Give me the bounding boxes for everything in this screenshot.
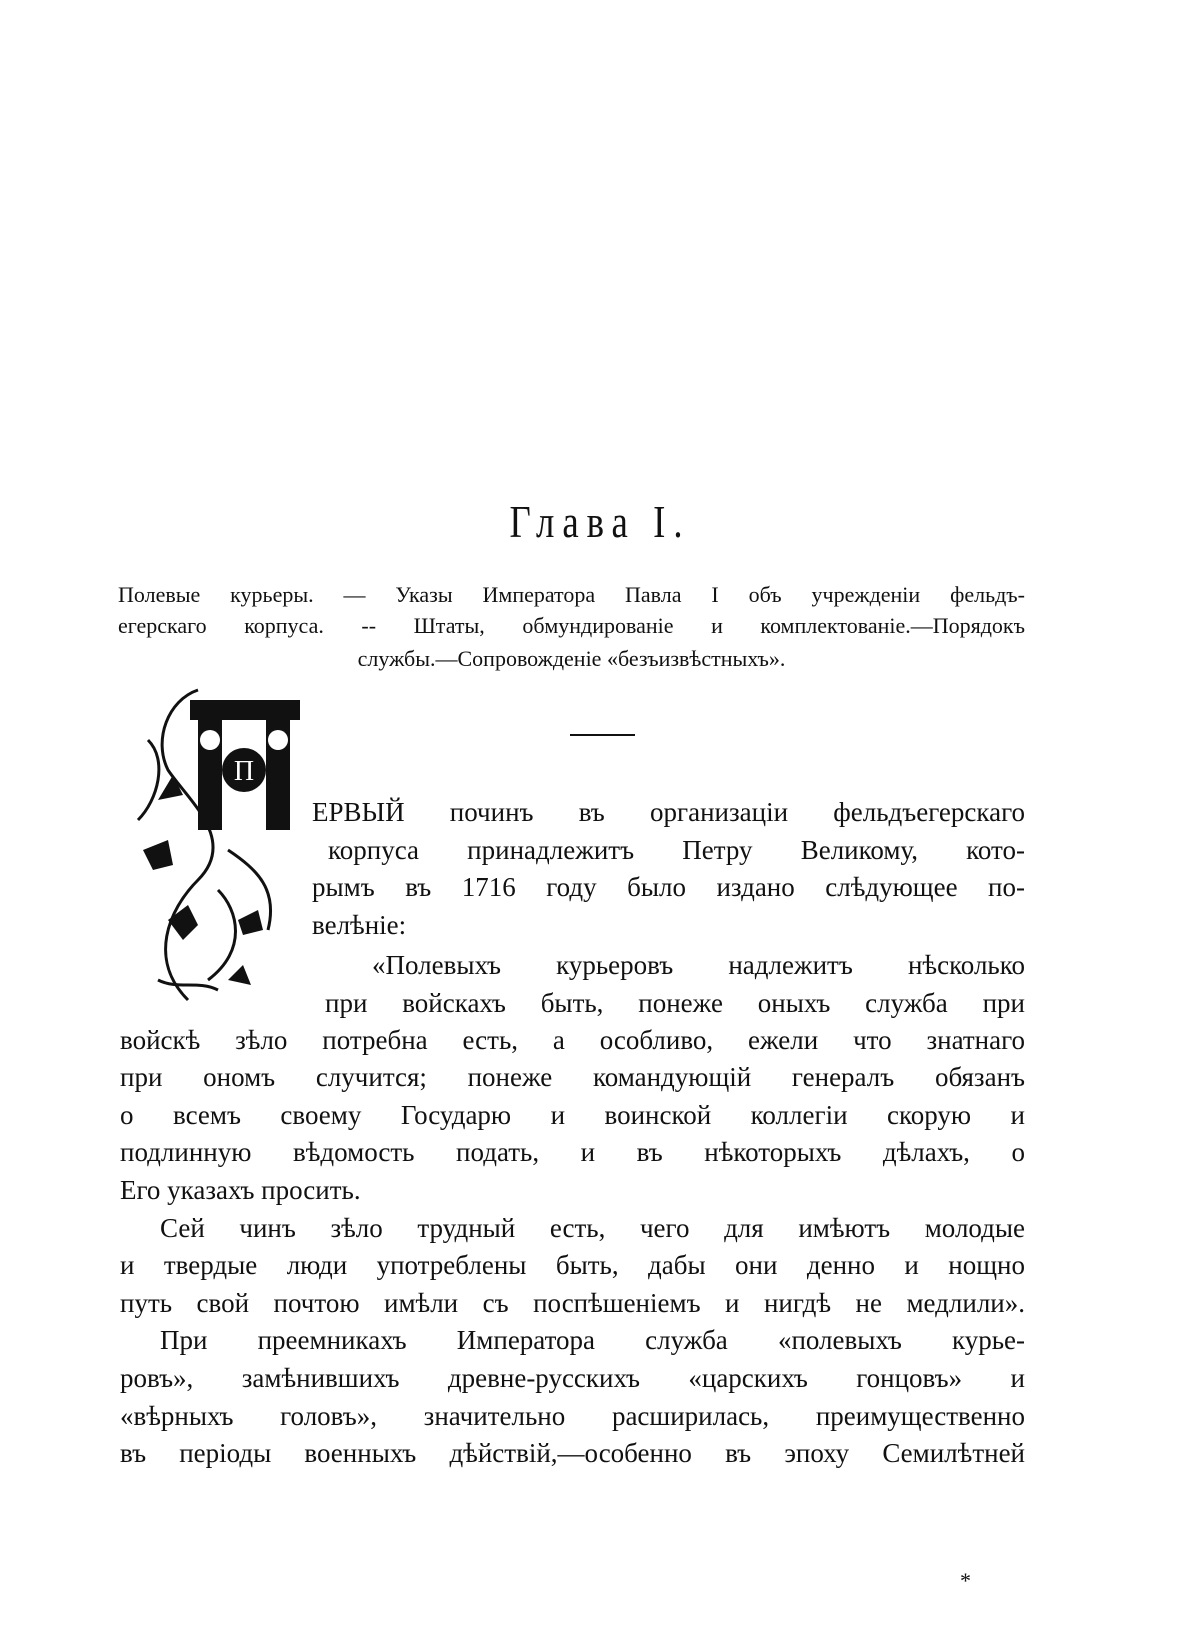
body-line: велѣніе: (312, 910, 407, 940)
body-line: и твердые люди употреблены быть, дабы они денно и нощно (120, 1250, 1025, 1280)
body-line: Сей чинъ зѣло трудный есть, чего для имѣютъ молодые (160, 1213, 1025, 1243)
signature-mark: * (960, 1568, 971, 1593)
chapter-summary-line: егерскаго корпуса. -- Штаты, обмундированіе и комплектованіе.—Порядокъ (118, 613, 1025, 638)
body-line: «вѣрныхъ головъ», значительно расширилась, преимущественно (120, 1401, 1025, 1431)
body-line: ЕРВЫЙ починъ въ организаціи фельдъегерскаго (312, 797, 1025, 827)
body-line: войскѣ зѣло потребна есть, а особливо, ежели что знатнаго (120, 1025, 1025, 1055)
floral-ornament-icon (128, 680, 308, 1010)
body-line: Его указахъ просить. (120, 1175, 361, 1205)
drop-cap-letter: П (233, 756, 255, 787)
body-line: путь свой почтою имѣли съ поспѣшеніемъ и нигдѣ не медлили». (120, 1288, 1025, 1318)
body-line: рымъ въ 1716 году было издано слѣдующее по- (312, 872, 1025, 902)
body-line: ровъ», замѣнившихъ древне-русскихъ «царскихъ гонцовъ» и (120, 1363, 1025, 1393)
body-line: «Полевыхъ курьеровъ надлежитъ нѣсколько (372, 950, 1025, 980)
body-line: при ономъ случится; понеже командующій генералъ обязанъ (120, 1062, 1025, 1092)
body-line: о всемъ своему Государю и воинской коллегіи скорую и (120, 1100, 1025, 1130)
section-divider (570, 734, 635, 736)
chapter-summary-line: службы.—Сопровожденіе «безъизвѣстныхъ». (357, 646, 786, 671)
chapter-summary-line: Полевые курьеры. — Указы Императора Павла I объ учрежденіи фельдъ- (118, 582, 1025, 607)
chapter-title: Глава I. (509, 496, 691, 547)
body-line: при войскахъ быть, понеже оныхъ служба при (325, 988, 1025, 1018)
ornamental-drop-cap (128, 680, 308, 1010)
body-line: подлинную вѣдомость подать, и въ нѣкоторыхъ дѣлахъ, о (120, 1137, 1025, 1167)
body-line: корпуса принадлежитъ Петру Великому, кото- (328, 835, 1025, 865)
body-line: При преемникахъ Императора служба «полевыхъ курье- (160, 1325, 1025, 1355)
body-line: въ періоды военныхъ дѣйствій,—особенно въ эпоху Семилѣтней (120, 1438, 1025, 1468)
